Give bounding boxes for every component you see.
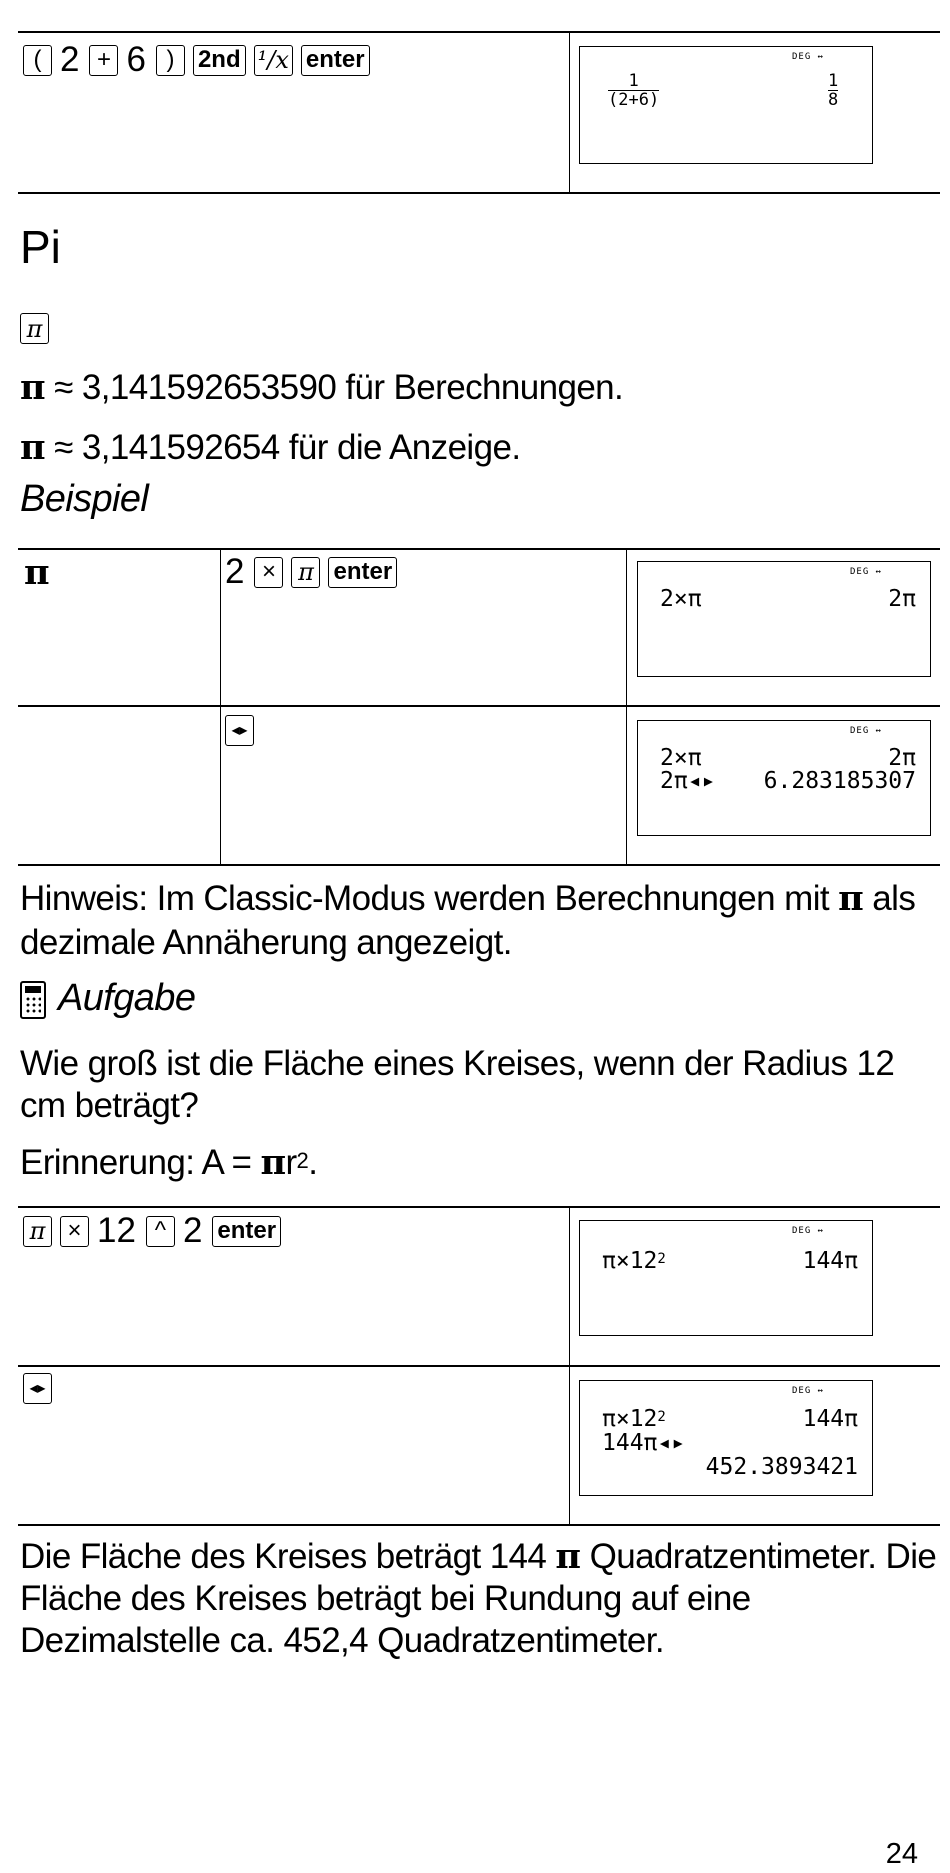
table1-column-divider: [569, 31, 570, 192]
calculator-icon: [20, 981, 46, 1019]
table3-row1-keystrokes: [23, 1212, 289, 1250]
screen-entry-2: 2π◂▸: [660, 768, 716, 794]
fraction-numerator: 1: [628, 71, 639, 91]
reminder-text: Erinnerung: A =: [20, 1143, 252, 1182]
table2-row1-keystrokes: [225, 553, 405, 591]
table2-column-divider-1: [220, 548, 221, 864]
example-heading: Beispiel: [20, 478, 149, 520]
table2-row2-calculator-screen: [637, 720, 931, 836]
table1-calculator-screen: [579, 46, 873, 164]
entry-base: π×12: [602, 1406, 658, 1432]
problem-heading: [20, 978, 195, 1019]
table2-column-divider-2: [626, 548, 627, 864]
note-text: Hinweis: Im Classic-Modus werden Berechnungen mit: [20, 879, 829, 918]
screen-indicators: DEG ↔: [792, 1226, 825, 1236]
plus-key: +: [89, 45, 118, 76]
formula-reminder: [20, 1142, 317, 1183]
screen-indicators: DEG ↔: [850, 726, 883, 736]
pi-symbol: π: [555, 1536, 581, 1577]
open-paren-key: (: [23, 45, 52, 76]
problem-text-line1: Wie groß ist die Fläche eines Kreises, wenn der Radius 12: [20, 1044, 895, 1083]
screen-indicators: DEG ↔: [850, 567, 883, 577]
table1-top-border: [18, 31, 940, 33]
table3-column-divider: [569, 1206, 570, 1524]
conclusion-line1: [20, 1536, 936, 1577]
screen-result-2: 6.283185307: [763, 768, 916, 794]
enter-key: enter: [301, 45, 370, 76]
result-numerator: 1: [828, 71, 839, 91]
pi-display-precision: [20, 427, 520, 468]
pi-key: [20, 313, 49, 344]
screen-result: 2π: [888, 586, 916, 612]
problem-text-line2: cm beträgt?: [20, 1086, 199, 1125]
pi-key-illustration: [20, 313, 57, 344]
conclusion-text: Die Fläche des Kreises beträgt 144: [20, 1537, 547, 1576]
toggle-key: ◂▸: [23, 1373, 52, 1404]
digit-2: 2: [225, 552, 245, 591]
classic-mode-note: [20, 878, 915, 919]
enter-key: enter: [212, 1216, 281, 1247]
conclusion-line3: Dezimalstelle ca. 452,4 Quadratzentimeter.: [20, 1621, 665, 1660]
table2-bottom-border: [18, 864, 940, 866]
digit-6: 6: [126, 40, 146, 79]
screen-entry: [602, 1249, 666, 1273]
pi-key-label: π: [298, 558, 314, 586]
pi-symbol: π: [20, 427, 46, 468]
entry-base: π×12: [602, 1248, 658, 1274]
table3-row2-calculator-screen: [579, 1380, 873, 1496]
pi-calculation-text: ≈ 3,141592653590 für Berechnungen.: [54, 368, 624, 407]
multiply-key: ×: [254, 557, 283, 588]
table2-top-border: [18, 548, 940, 550]
radius-variable: r: [285, 1143, 297, 1182]
fraction-result: [828, 72, 838, 109]
screen-indicators: DEG ↔: [792, 1386, 825, 1396]
enter-key: enter: [328, 557, 397, 588]
screen-result: 2π: [888, 745, 916, 771]
screen-entry: 2×π: [660, 745, 702, 771]
page-number: 24: [885, 1838, 918, 1870]
result-denominator: 8: [828, 90, 839, 110]
reciprocal-key: ¹/x: [254, 45, 293, 76]
conclusion-text-end: Quadratzentimeter. Die: [589, 1537, 937, 1576]
screen-result-2: 452.3893421: [705, 1454, 858, 1480]
pi-symbol: π: [260, 1142, 286, 1183]
table3-row-divider: [18, 1365, 940, 1367]
entry-exponent: 2: [657, 1409, 666, 1425]
problem-heading-text: Aufgabe: [58, 977, 196, 1019]
table1-keystrokes: [23, 41, 378, 79]
screen-result: 144π: [802, 1406, 858, 1432]
screen-result: 144π: [802, 1248, 858, 1274]
second-key: 2nd: [193, 45, 246, 76]
table2-row1-calculator-screen: [637, 561, 931, 677]
table3-top-border: [18, 1206, 940, 1208]
pi-display-text: ≈ 3,141592654 für die Anzeige.: [54, 428, 521, 467]
fraction-expression: [608, 72, 659, 109]
entry-exponent: 2: [657, 1251, 666, 1267]
table3-row1-calculator-screen: [579, 1220, 873, 1336]
toggle-key: ◂▸: [225, 715, 254, 746]
pi-symbol: π: [20, 367, 46, 408]
table1-bottom-border: [18, 192, 940, 194]
screen-indicators: DEG ↔: [792, 52, 825, 62]
screen-entry-2: 144π◂▸: [602, 1430, 686, 1456]
conclusion-line2: Fläche des Kreises beträgt bei Rundung auf eine: [20, 1579, 751, 1618]
table2-row-label-pi: π: [24, 552, 50, 593]
screen-entry: [602, 1407, 666, 1431]
multiply-key: ×: [60, 1216, 89, 1247]
pi-key-label: π: [29, 1217, 46, 1245]
power-key: ^: [146, 1216, 175, 1247]
table3-row2-keystrokes: [23, 1373, 60, 1404]
digit-2: 2: [60, 40, 80, 79]
screen-entry: 2×π: [660, 586, 702, 612]
number-12: 12: [97, 1211, 136, 1250]
close-paren-key: ): [156, 45, 185, 76]
reminder-period: .: [308, 1143, 318, 1182]
pi-key: [291, 557, 320, 588]
note-text-end: als: [872, 879, 916, 918]
fraction-denominator: (2+6): [608, 90, 660, 110]
pi-symbol: π: [838, 878, 864, 919]
pi-key-label: π: [26, 314, 43, 343]
digit-2: 2: [182, 1211, 203, 1250]
table2-row-divider: [18, 705, 940, 707]
table3-bottom-border: [18, 1524, 940, 1526]
section-heading-pi: Pi: [20, 221, 61, 273]
table2-row2-keystrokes: [225, 715, 262, 746]
pi-key: [23, 1216, 52, 1247]
pi-calculation-precision: [20, 367, 623, 408]
exponent: 2: [296, 1148, 309, 1173]
classic-mode-note-line2: dezimale Annäherung angezeigt.: [20, 923, 512, 962]
